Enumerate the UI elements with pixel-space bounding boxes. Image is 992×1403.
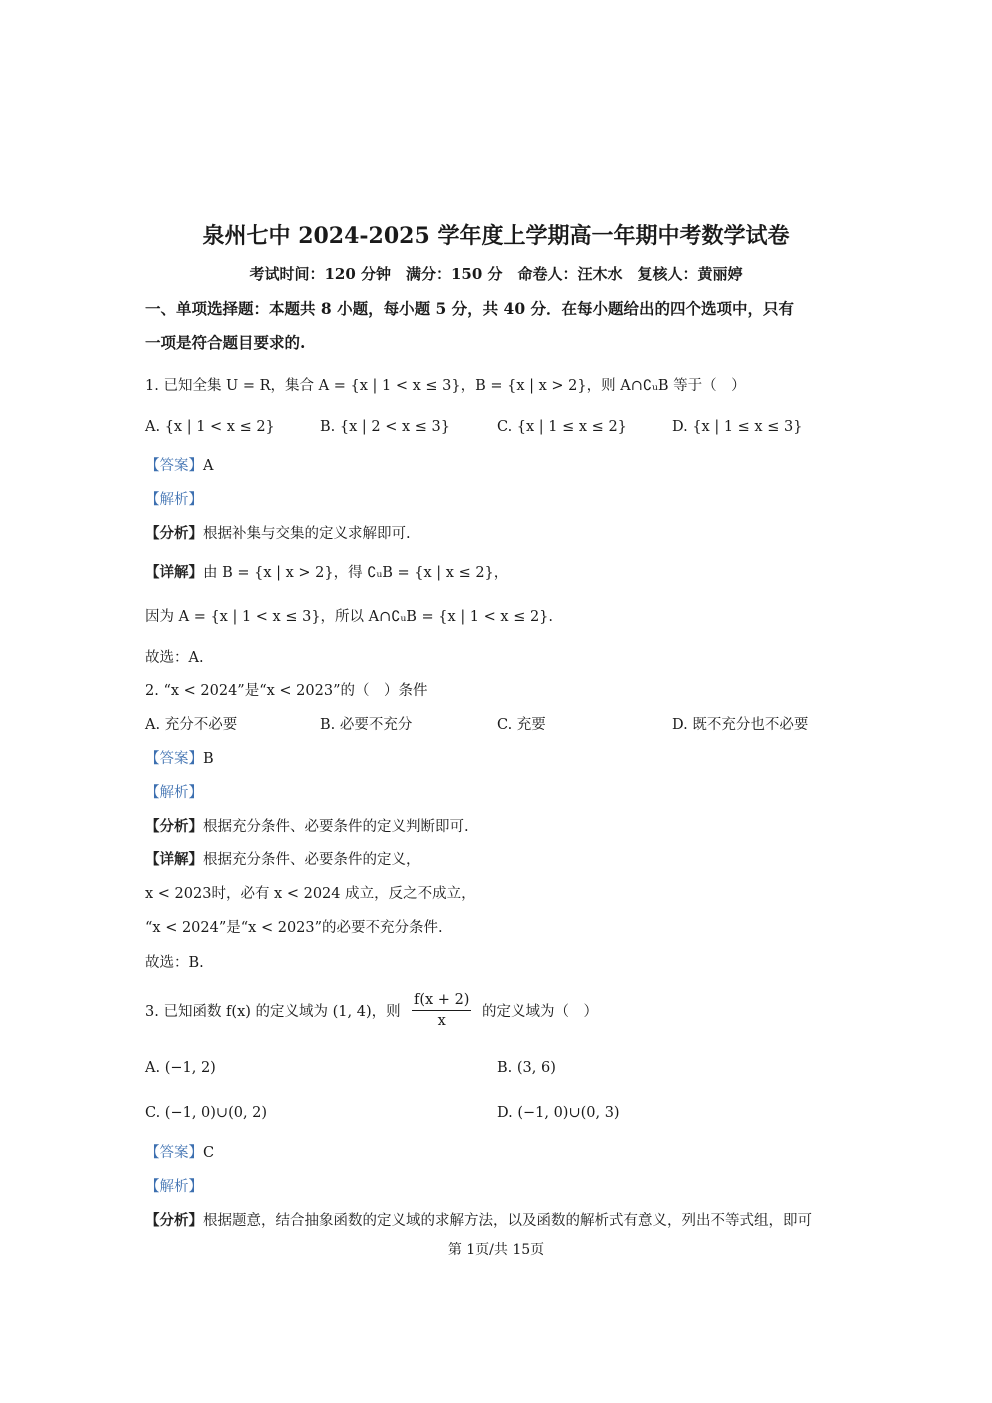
q1-option-b: B. {x | 2 < x ≤ 3} [320,419,450,435]
fenxi-tag: 【分析】 [145,818,203,835]
answer-value: B [203,751,214,767]
fenxi-tag: 【分析】 [145,525,203,542]
answer-value: C [203,1145,215,1161]
answer-value: A [203,458,214,474]
answer-tag: 【答案】 [145,751,203,767]
q2-option-d: D. 既不充分也不必要 [672,717,809,733]
q3-analysis-tag: 【解析】 [145,1179,203,1195]
q1-option-a: A. {x | 1 < x ≤ 2} [145,419,275,435]
q2-stem: 2. “x < 2024”是“x < 2023”的（ ）条件 [145,683,428,699]
q3-fenxi [145,1211,812,1231]
fenxi-text: 根据充分条件、必要条件的定义判断即可. [203,819,469,835]
q2-xiangjie-1 [145,850,421,870]
q1-option-c: C. {x | 1 ≤ x ≤ 2} [497,419,627,435]
q3-option-d: D. (−1, 0)∪(0, 3) [497,1105,620,1121]
q2-option-a: A. 充分不必要 [145,717,238,733]
q1-xiangjie-2: 因为 A = {x | 1 < x ≤ 3}，所以 A∩∁ᵤB = {x | 1 < x ≤ 2}. [145,609,554,625]
fenxi-text: 根据题意，结合抽象函数的定义域的求解方法，以及函数的解析式有意义，列出不等式组，即可 [203,1213,812,1229]
q2-option-c: C. 充要 [497,717,546,733]
q3-option-b: B. (3, 6) [497,1060,556,1076]
xiangjie-tag: 【详解】 [145,564,203,581]
q2-xiangjie-3: “x < 2024”是“x < 2023”的必要不充分条件. [145,920,443,936]
q3-option-a: A. (−1, 2) [145,1060,216,1076]
q2-fenxi [145,817,469,837]
xiangjie-text: 根据充分条件、必要条件的定义， [203,852,421,868]
q1-stem: 1. 已知全集 U = R，集合 A = {x | 1 < x ≤ 3}，B = {x | x > 2}，则 A∩∁ᵤB 等于（ ） [145,378,746,394]
q1-fenxi [145,524,411,544]
q3-option-c: C. (−1, 0)∪(0, 2) [145,1105,268,1121]
q2-option-b: B. 必要不充分 [320,717,413,733]
xiangjie-text: 由 B = {x | x > 2}，得 ∁ᵤB = {x | x ≤ 2}， [203,565,509,581]
q3-answer [145,1143,214,1163]
q1-xiangjie-1 [145,563,508,583]
answer-tag: 【答案】 [145,1145,203,1161]
page-title: 泉州七中 2024-2025 学年度上学期高一年期中考数学试卷 [202,223,790,249]
section-heading-line1: 一、单项选择题：本题共 8 小题，每小题 5 分，共 40 分．在每小题给出的四个选项中，只有 [145,299,795,318]
section-heading-line2: 一项是符合题目要求的. [145,333,306,352]
answer-tag: 【答案】 [145,458,203,474]
fraction-numerator: f(x + 2) [412,990,471,1011]
q3-stem-post: 的定义域为（ ） [482,1004,598,1020]
xiangjie-tag: 【详解】 [145,851,203,868]
q1-answer [145,456,213,476]
q1-option-d: D. {x | 1 ≤ x ≤ 3} [672,419,803,435]
exam-meta: 考试时间：120 分钟 满分：150 分 命卷人：汪木水 复核人：黄丽婷 [249,265,743,283]
q1-analysis-tag: 【解析】 [145,492,203,508]
q2-analysis-tag: 【解析】 [145,785,203,801]
q2-choose: 故选：B. [145,955,204,971]
fenxi-text: 根据补集与交集的定义求解即可. [203,526,411,542]
fenxi-tag: 【分析】 [145,1212,203,1229]
page-footer: 第 1页/共 15页 [447,1242,545,1258]
q3-fraction [412,990,471,1031]
q3-stem-pre: 3. 已知函数 f(x) 的定义域为 (1, 4)，则 [145,1004,401,1020]
q1-choose: 故选：A. [145,650,204,666]
fraction-denominator: x [437,1013,446,1029]
q2-answer [145,749,214,769]
q2-xiangjie-2: x < 2023时，必有 x < 2024 成立，反之不成立， [145,886,476,902]
